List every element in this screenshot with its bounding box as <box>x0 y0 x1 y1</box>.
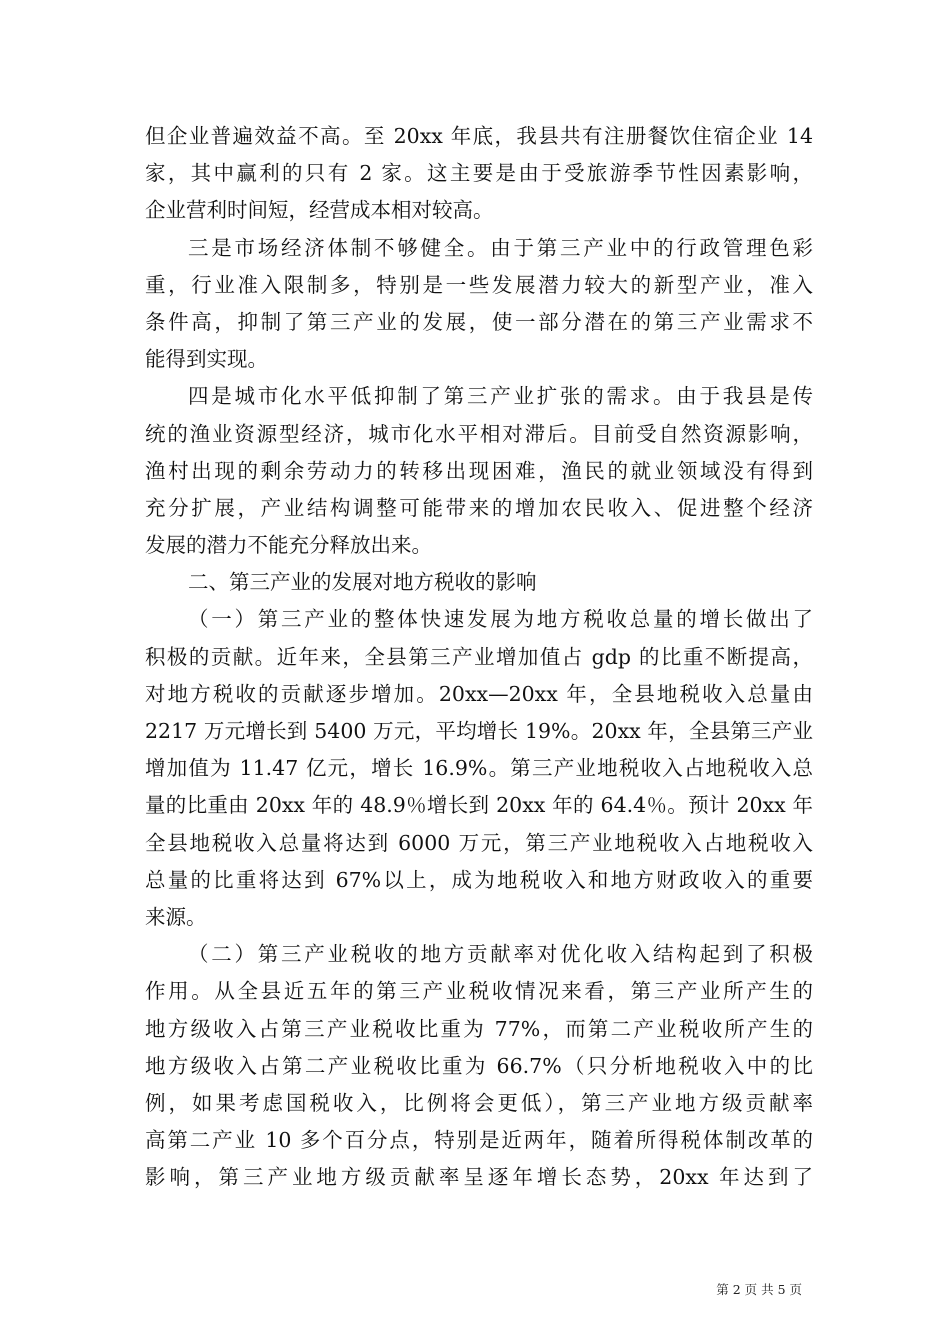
text-line: 发展的潜力不能充分释放出来。 <box>145 533 432 558</box>
section-heading: 二、第三产业的发展对地方税收的影响 <box>188 570 537 595</box>
text-line: （一）第三产业的整体快速发展为地方税收总量的增长做出了 <box>188 607 813 632</box>
text-line: 高第二产业 10 多个百分点，特别是近两年，随着所得税体制改革的 <box>145 1128 813 1153</box>
text-line: 条件高，抑制了第三产业的发展，使一部分潜在的第三产业需求不 <box>145 309 813 334</box>
text-line: 影响，第三产业地方级贡献率呈逐年增长态势，20xx 年达到了 <box>145 1165 813 1190</box>
text-line: 重，行业准入限制多，特别是一些发展潜力较大的新型产业，准入 <box>145 272 813 297</box>
text-line: 家，其中赢利的只有 2 家。这主要是由于受旅游季节性因素影响， <box>145 161 813 186</box>
text-line: 2217 万元增长到 5400 万元，平均增长 19%。20xx 年，全县第三产业 <box>145 719 813 743</box>
text-line: 积极的贡献。近年来，全县第三产业增加值占 gdp 的比重不断提高， <box>145 644 813 669</box>
text-line: 渔村出现的剩余劳动力的转移出现困难，渔民的就业领域没有得到 <box>145 458 813 483</box>
text-line: 但企业普遍效益不高。至 20xx 年底，我县共有注册餐饮住宿企业 14 <box>145 124 813 148</box>
text-line: 统的渔业资源型经济，城市化水平相对滞后。目前受自然资源影响， <box>145 421 813 446</box>
body-text <box>145 118 813 1196</box>
text-line: 例，如果考虑国税收入，比例将会更低），第三产业地方级贡献率 <box>145 1090 813 1115</box>
text-line: 对地方税收的贡献逐步增加。20xx—20xx 年，全县地税收入总量由 <box>145 681 813 706</box>
text-line: 全县地税收入总量将达到 6000 万元，第三产业地税收入占地税收入 <box>145 830 813 855</box>
text-line: 来源。 <box>145 904 207 929</box>
text-line: 作用。从全县近五年的第三产业税收情况来看，第三产业所产生的 <box>145 979 813 1004</box>
text-line: 四是城市化水平低抑制了第三产业扩张的需求。由于我县是传 <box>188 384 813 409</box>
page-number: 第 2 页 共 5 页 <box>716 1282 802 1297</box>
text-line: 地方级收入占第二产业税收比重为 66.7%（只分析地税收入中的比 <box>145 1053 813 1078</box>
text-line: 充分扩展，产业结构调整可能带来的增加农民收入、促进整个经济 <box>145 495 813 520</box>
text-line: 三是市场经济体制不够健全。由于第三产业中的行政管理色彩 <box>188 235 813 260</box>
text-line: 地方级收入占第三产业税收比重为 77%，而第二产业税收所产生的 <box>145 1016 813 1041</box>
text-line: 企业营利时间短，经营成本相对较高。 <box>145 198 494 223</box>
text-line: 量的比重由 20xx 年的 48.9％增长到 20xx 年的 64.4％。预计 20xx 年 <box>145 793 813 818</box>
text-line: 增加值为 11.47 亿元，增长 16.9%。第三产业地税收入占地税收入总 <box>145 756 813 781</box>
text-line: 总量的比重将达到 67%以上，成为地税收入和地方财政收入的重要 <box>145 867 813 892</box>
text-line: （二）第三产业税收的地方贡献率对优化收入结构起到了积极 <box>188 942 813 967</box>
text-line: 能得到实现。 <box>145 347 268 372</box>
